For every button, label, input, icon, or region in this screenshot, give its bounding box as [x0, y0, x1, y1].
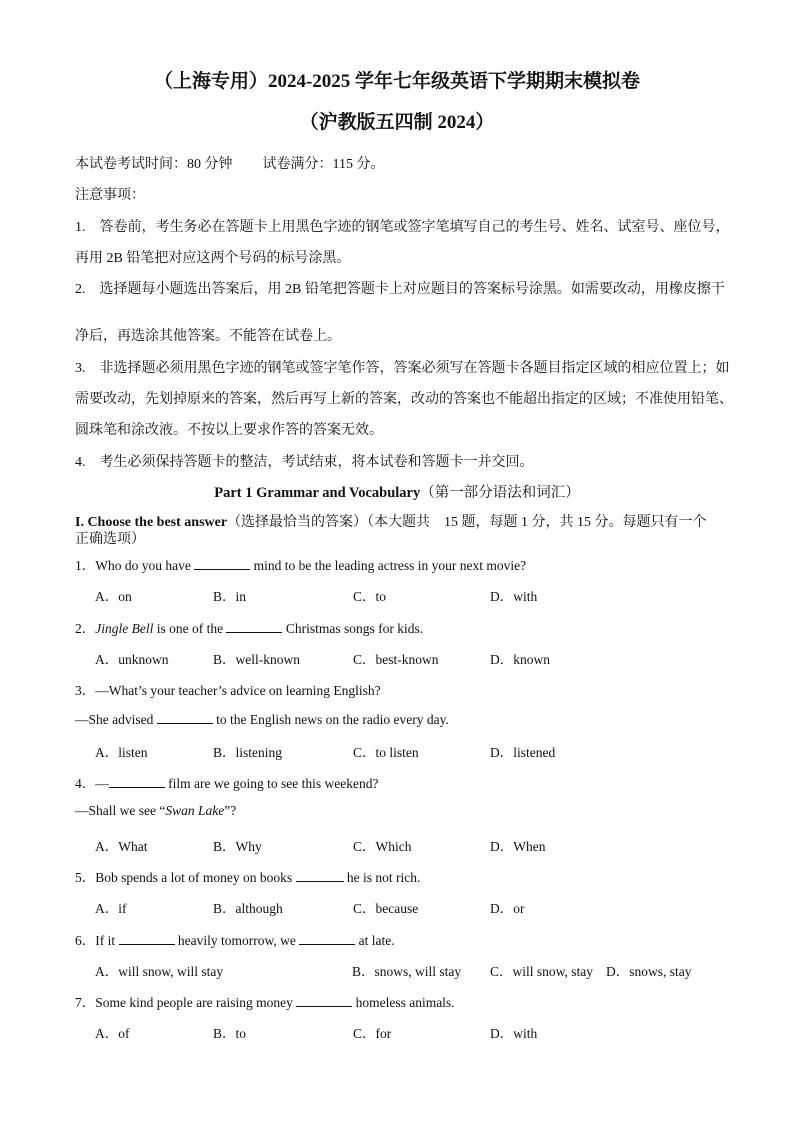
q2-option-c: C．best-known — [353, 652, 439, 667]
exam-time: 本试卷考试时间：80 分钟 — [75, 157, 233, 172]
q1-option-b: B．in — [213, 589, 247, 604]
q7-option-c: C．for — [353, 1026, 392, 1041]
q5-option-a: A．if — [95, 901, 127, 916]
q5-option-b: B．although — [213, 901, 283, 916]
q3-option-c: C．to listen — [353, 745, 419, 760]
q4-option-b: B．Why — [213, 839, 262, 854]
q6-option-b: B．snows, will stay — [352, 964, 462, 979]
section-1-heading — [75, 514, 725, 548]
q2-option-a: A．unknown — [95, 652, 169, 667]
part-1-title-en: Part 1 Grammar and Vocabulary — [214, 485, 421, 501]
note-1-line-2: 再用 2B 铅笔把对应这两个号码的标号涂黑。 — [75, 251, 351, 266]
note-1-line-1: 1. 答卷前，考生务必在答题卡上用黑色字迹的钢笔或签字笔填写自己的考生号、姓名、试室号、座位号， — [75, 220, 730, 235]
q6-option-d: D．snows, stay — [606, 964, 692, 979]
q2-option-d: D．known — [490, 652, 550, 667]
exam-score: 试卷满分：115 分。 — [262, 157, 385, 172]
question-7: 7．Some kind people are raising money homeless animals. — [75, 995, 455, 1010]
question-4-reply: —Shall we see “Swan Lake”? — [75, 803, 237, 818]
notes-heading: 注意事项： — [75, 188, 145, 203]
exam-info — [75, 153, 384, 173]
question-3-reply: —She advised to the English news on the radio every day. — [75, 712, 449, 727]
question-2: 2．Jingle Bell is one of the Christmas songs for kids. — [75, 621, 424, 636]
q2-option-b: B．well-known — [213, 652, 300, 667]
q3-option-a: A．listen — [95, 745, 148, 760]
answer-blank — [119, 931, 175, 945]
note-3-line-2: 需要改动，先划掉原来的答案，然后再写上新的答案，改动的答案也不能超出指定的区域；不准使用铅笔、 — [75, 392, 733, 407]
note-4: 4. 考生必须保持答题卡的整洁，考试结束，将本试卷和答题卡一并交回。 — [75, 455, 534, 470]
question-4: 4．— film are we going to see this weekend? — [75, 776, 379, 791]
q6-option-a: A．will snow, will stay — [95, 964, 224, 979]
part-1-title-cn: （第一部分语法和词汇） — [420, 485, 580, 501]
q7-option-b: B．to — [213, 1026, 247, 1041]
section-1-desc: （选择最恰当的答案）（本大题共 15 题，每题 1 分，共 15 分。每题只有一个 — [227, 515, 707, 530]
q4-option-c: C．Which — [353, 839, 412, 854]
question-5: 5．Bob spends a lot of money on books he is not rich. — [75, 870, 421, 885]
q6-option-c: C．will snow, stay — [490, 964, 594, 979]
answer-blank — [296, 993, 352, 1007]
q4-option-a: A．What — [95, 839, 148, 854]
note-3-line-3: 圆珠笔和涂改液。不按以上要求作答的答案无效。 — [75, 423, 383, 438]
note-3-line-1: 3. 非选择题必须用黑色字迹的钢笔或签字笔作答，答案必须写在答题卡各题目指定区域的相应位置上；如 — [75, 361, 730, 376]
question-1: 1．Who do you have mind to be the leading actress in your next movie? — [75, 558, 527, 573]
answer-blank — [109, 774, 165, 788]
q3-option-d: D．listened — [490, 745, 556, 760]
answer-blank — [226, 619, 282, 633]
question-3: 3．—What’s your teacher’s advice on learning English? — [75, 683, 381, 698]
q3-option-b: B．listening — [213, 745, 283, 760]
q4-option-d: D．When — [490, 839, 546, 854]
question-6: 6．If it heavily tomorrow, we at late. — [75, 933, 395, 948]
note-2-line-1: 2. 选择题每小题选出答案后，用 2B 铅笔把答题卡上对应题目的答案标号涂黑。如需要改动，用橡皮擦干 — [75, 282, 725, 297]
note-2-line-2: 净后，再选涂其他答案。不能答在试卷上。 — [75, 329, 341, 344]
q1-option-a: A．on — [95, 589, 132, 604]
page-subtitle: （沪教版五四制 2024） — [299, 112, 495, 133]
section-1-title: I. Choose the best answer — [75, 515, 228, 530]
part-1-title — [0, 481, 794, 502]
q1-option-c: C．to — [353, 589, 387, 604]
section-1-desc-cont: 正确选项） — [75, 532, 145, 547]
answer-blank — [296, 868, 344, 882]
q1-option-d: D．with — [490, 589, 538, 604]
q7-option-d: D．with — [490, 1026, 538, 1041]
q7-option-a: A．of — [95, 1026, 130, 1041]
answer-blank — [157, 710, 213, 724]
page-title: （上海专用）2024-2025 学年七年级英语下学期期末模拟卷 — [153, 71, 641, 92]
q5-option-d: D．or — [490, 901, 525, 916]
answer-blank — [194, 556, 250, 570]
answer-blank — [299, 931, 355, 945]
q5-option-c: C．because — [353, 901, 419, 916]
